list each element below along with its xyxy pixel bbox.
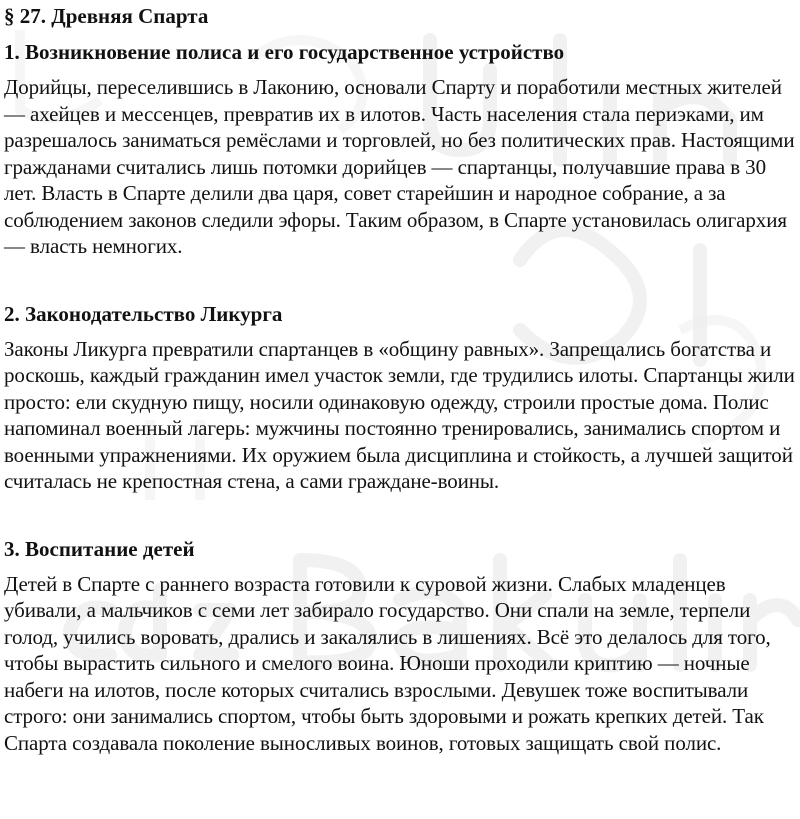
section-paragraph: Дорийцы, переселившись в Лаконию, основали Спарту и поработили местных жителей — ахейцев и мессенцев, превратив их в илотов. Часть населения стала периэками, им разрешалось заниматься ремёслами и торговлей, но без политических прав. Настоящими гражданами считались лишь потомки дорийцев — спартанцы, получавшие права в 30 лет. Власть в Спарте делили два царя, совет старейшин и народное собрание, а за соблюдением законов следили эфоры. Таким образом, в Спарте установилась олигархия — власть немногих.: [4, 75, 795, 258]
section-heading: 3. Воспитание детей: [4, 536, 195, 561]
section-2: [4, 300, 796, 495]
section-heading: 1. Возникновение полиса и его государственное устройство: [4, 40, 565, 64]
section-paragraph: Детей в Спарте с раннего возраста готовили к суровой жизни. Слабых младенцев убивали, а мальчиков с семи лет забирало государство. Они спали на земле, терпели голод, учились воровать, дрались и закалялись в лишениях. Всё это делалось для того, чтобы вырастить сильного и смелого воина. Юноши проходили криптию — ночные набеги на илотов, после которых считались взрослыми. Девушек тоже воспитывали строго: они занимались спортом, чтобы быть здоровыми и рожать крепких детей. Так Спарта создавала поколение выносливых воинов, готовых защищать свой полис.: [4, 571, 771, 755]
section-spacer: [4, 495, 796, 535]
section-3: [4, 535, 796, 757]
section-1: [4, 38, 796, 260]
section-spacer: [4, 260, 796, 300]
page-title: § 27. Древняя Спарта: [4, 4, 209, 28]
section-paragraph: Законы Ликурга превратили спартанцев в «общину равных». Запрещались богатства и роскошь, каждый гражданин имел участок земли, где трудились илоты. Спартанцы жили просто: ели скудную пищу, носили одинаковую одежду, строили простые дома. Полис напоминал военный лагерь: мужчины постоянно тренировались, занимались спортом и военными упражнениями. Их оружием была дисциплина и стойкость, а лучшей защитой считалась не крепостная стена, а сами граждане-воины.: [4, 336, 795, 493]
section-heading: 2. Законодательство Ликурга: [4, 301, 283, 326]
